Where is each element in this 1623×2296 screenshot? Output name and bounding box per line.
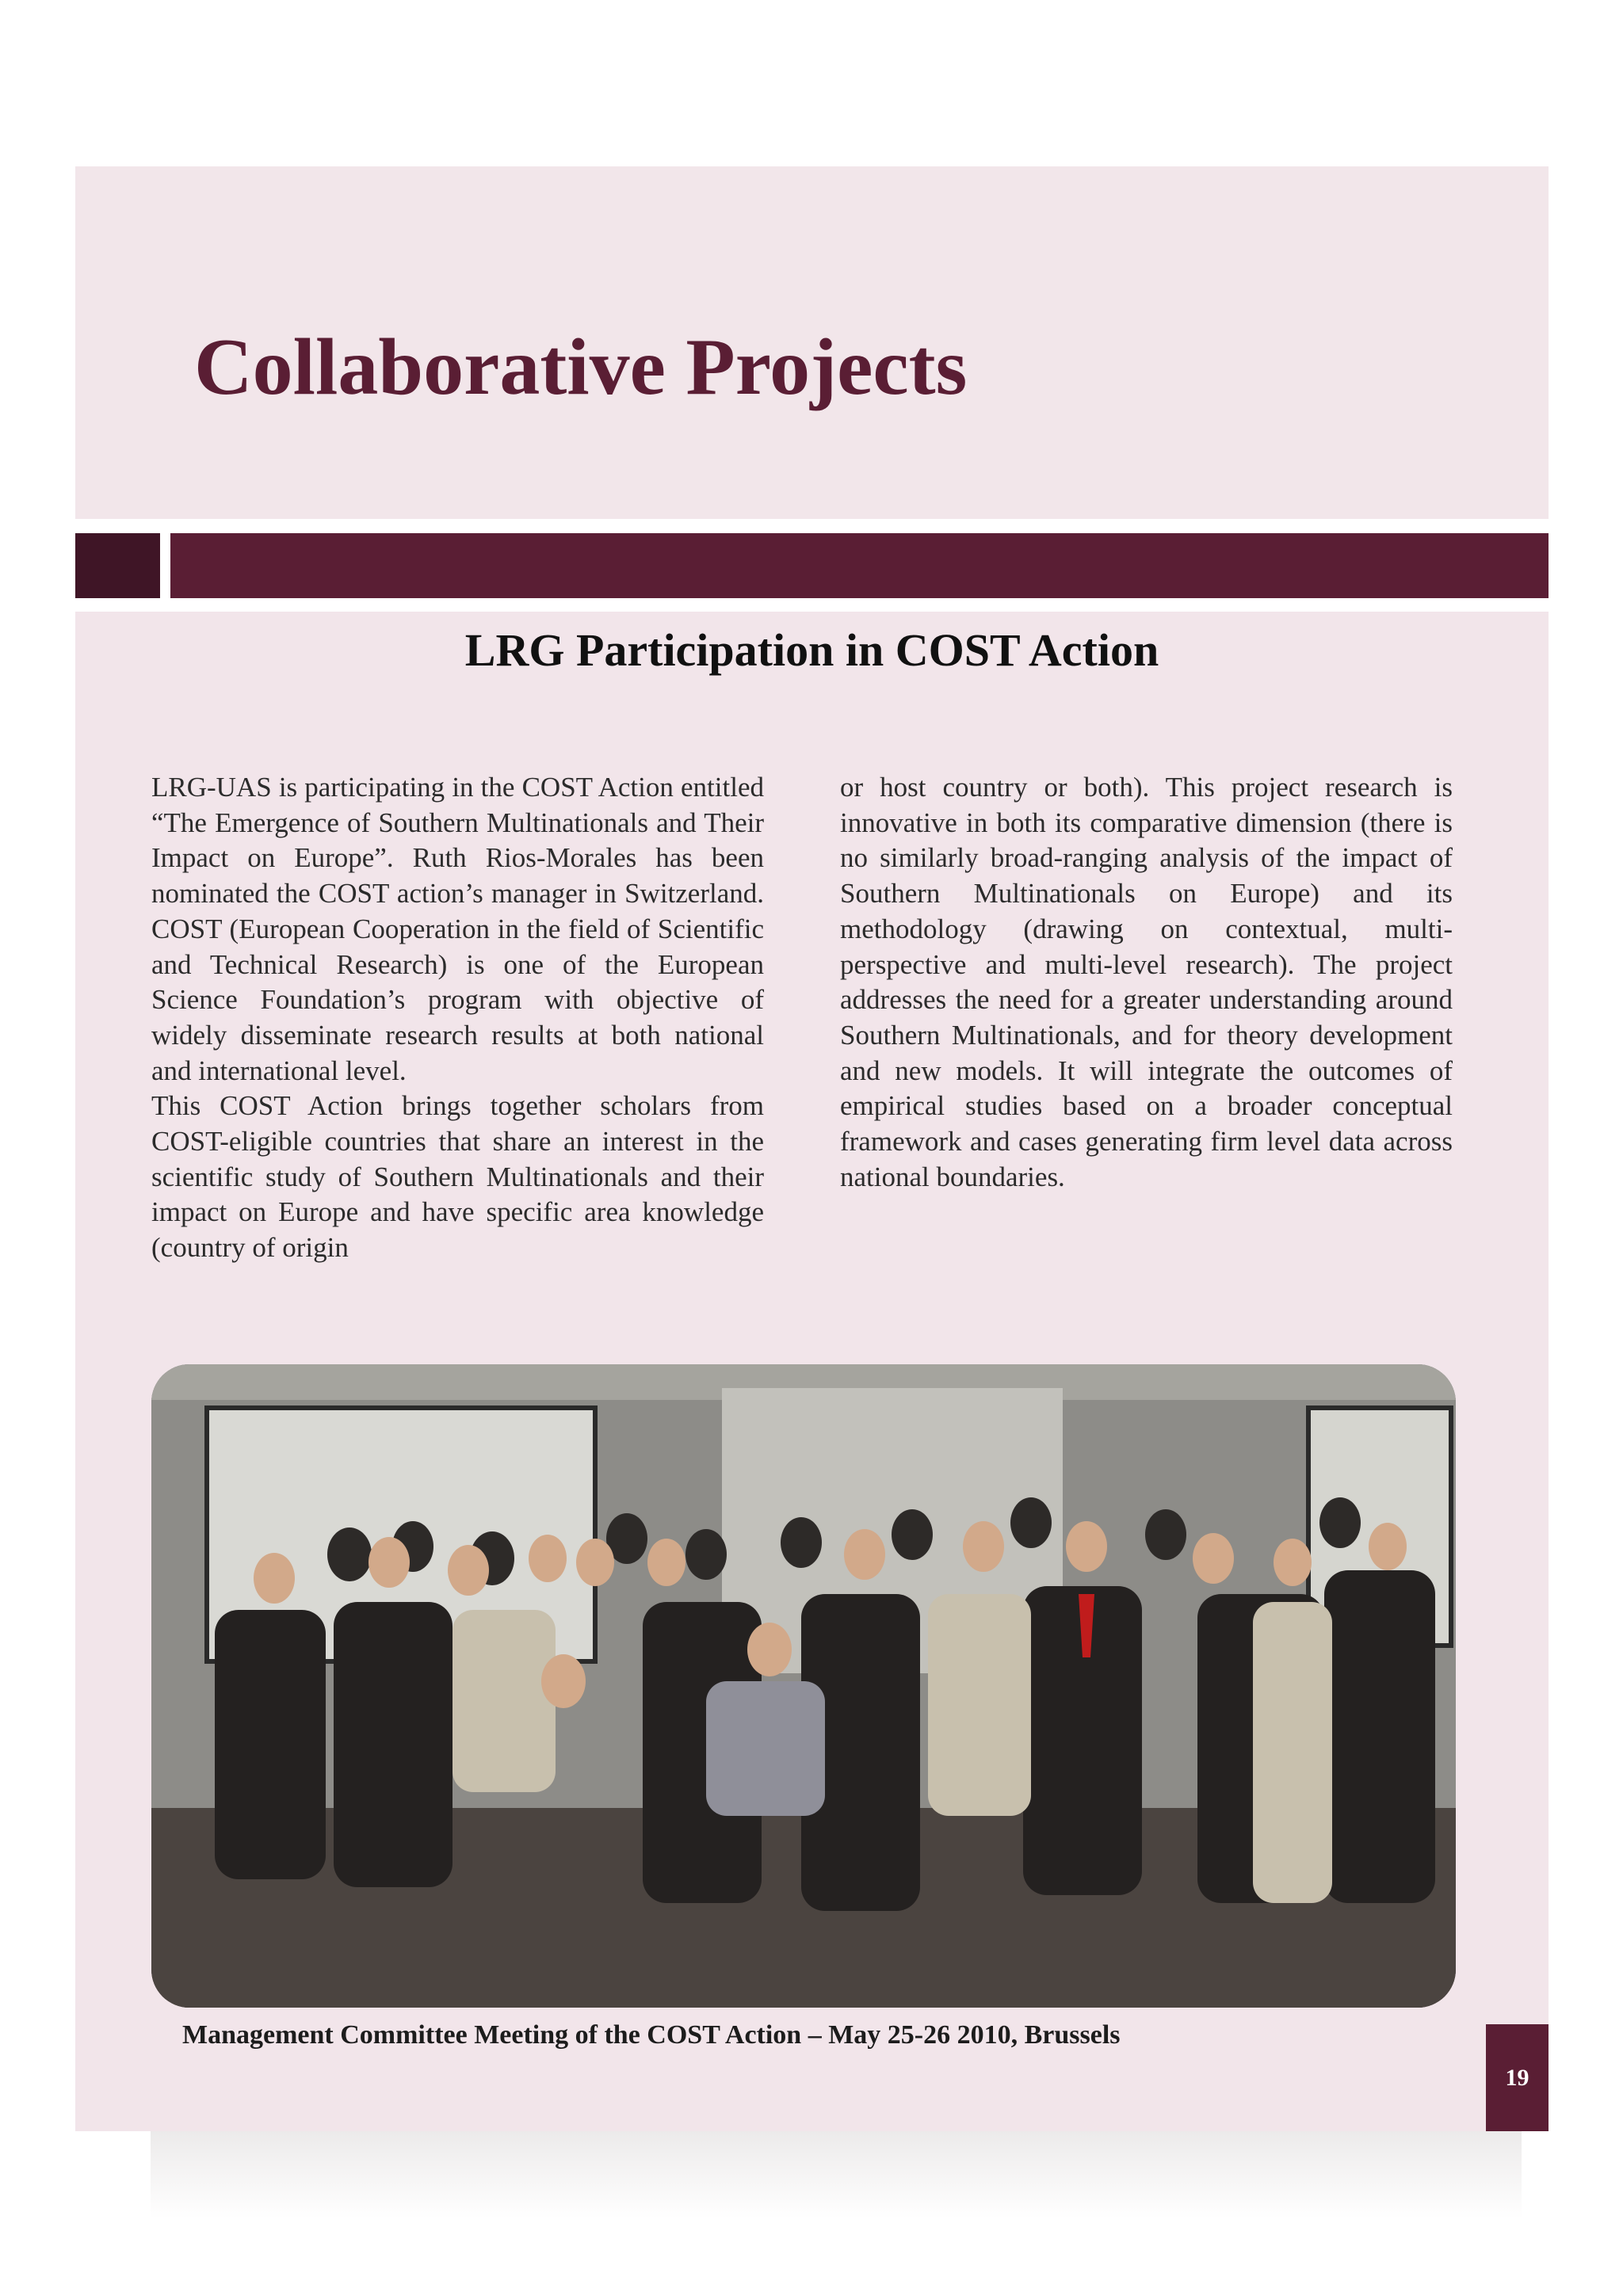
page-number-label: 19 [1505,2064,1529,2091]
photo-caption: Management Committee Meeting of the COST Action – May 25-26 2010, Brussels [182,2020,1121,2050]
photo-reflection [151,2131,1522,2218]
paragraph: LRG-UAS is participating in the COST Action entitled “The Emergence of Southern Multinationals and Their Impact on Europe”. Ruth Rios-Morales has been nominated the COST action’s manager in Switzerland. COST (European Cooperation in the field of Scientific and Technical Research) is one of the European Science Foundation’s program with objective of widely disseminate research results at both national and international level. [151,772,764,1086]
text-column-left [151,770,764,1266]
page-number [1486,2024,1549,2131]
group-photo [151,1364,1456,2008]
text-column-right [840,770,1453,1195]
paragraph: This COST Action brings together scholars from COST-eligible countries that share an interest in the scientific study of Southern Multinationals and their impact on Europe and have specific area knowledge (country of origin [151,1090,764,1264]
paragraph: or host country or both). This project research is innovative in both its comparative dimension (there is no similarly broad-ranging analysis of the impact of Southern Multinationals on Europe) and its methodology (drawing on contextual, multi-perspective and multi-level research). The project addresses the need for a greater understanding around Southern Multinationals, and for theory development and new models. It will integrate the outcomes of empirical studies based on a broader conceptual framework and cases generating firm level data across national boundaries. [840,772,1453,1192]
group-photo-illustration [151,1364,1456,2008]
header-panel [75,166,1549,519]
accent-bar-small [75,533,160,598]
content-panel [75,612,1549,2131]
accent-bar-long [170,533,1549,598]
page-title: Collaborative Projects [194,322,968,412]
section-subtitle: LRG Participation in COST Action [464,624,1159,676]
